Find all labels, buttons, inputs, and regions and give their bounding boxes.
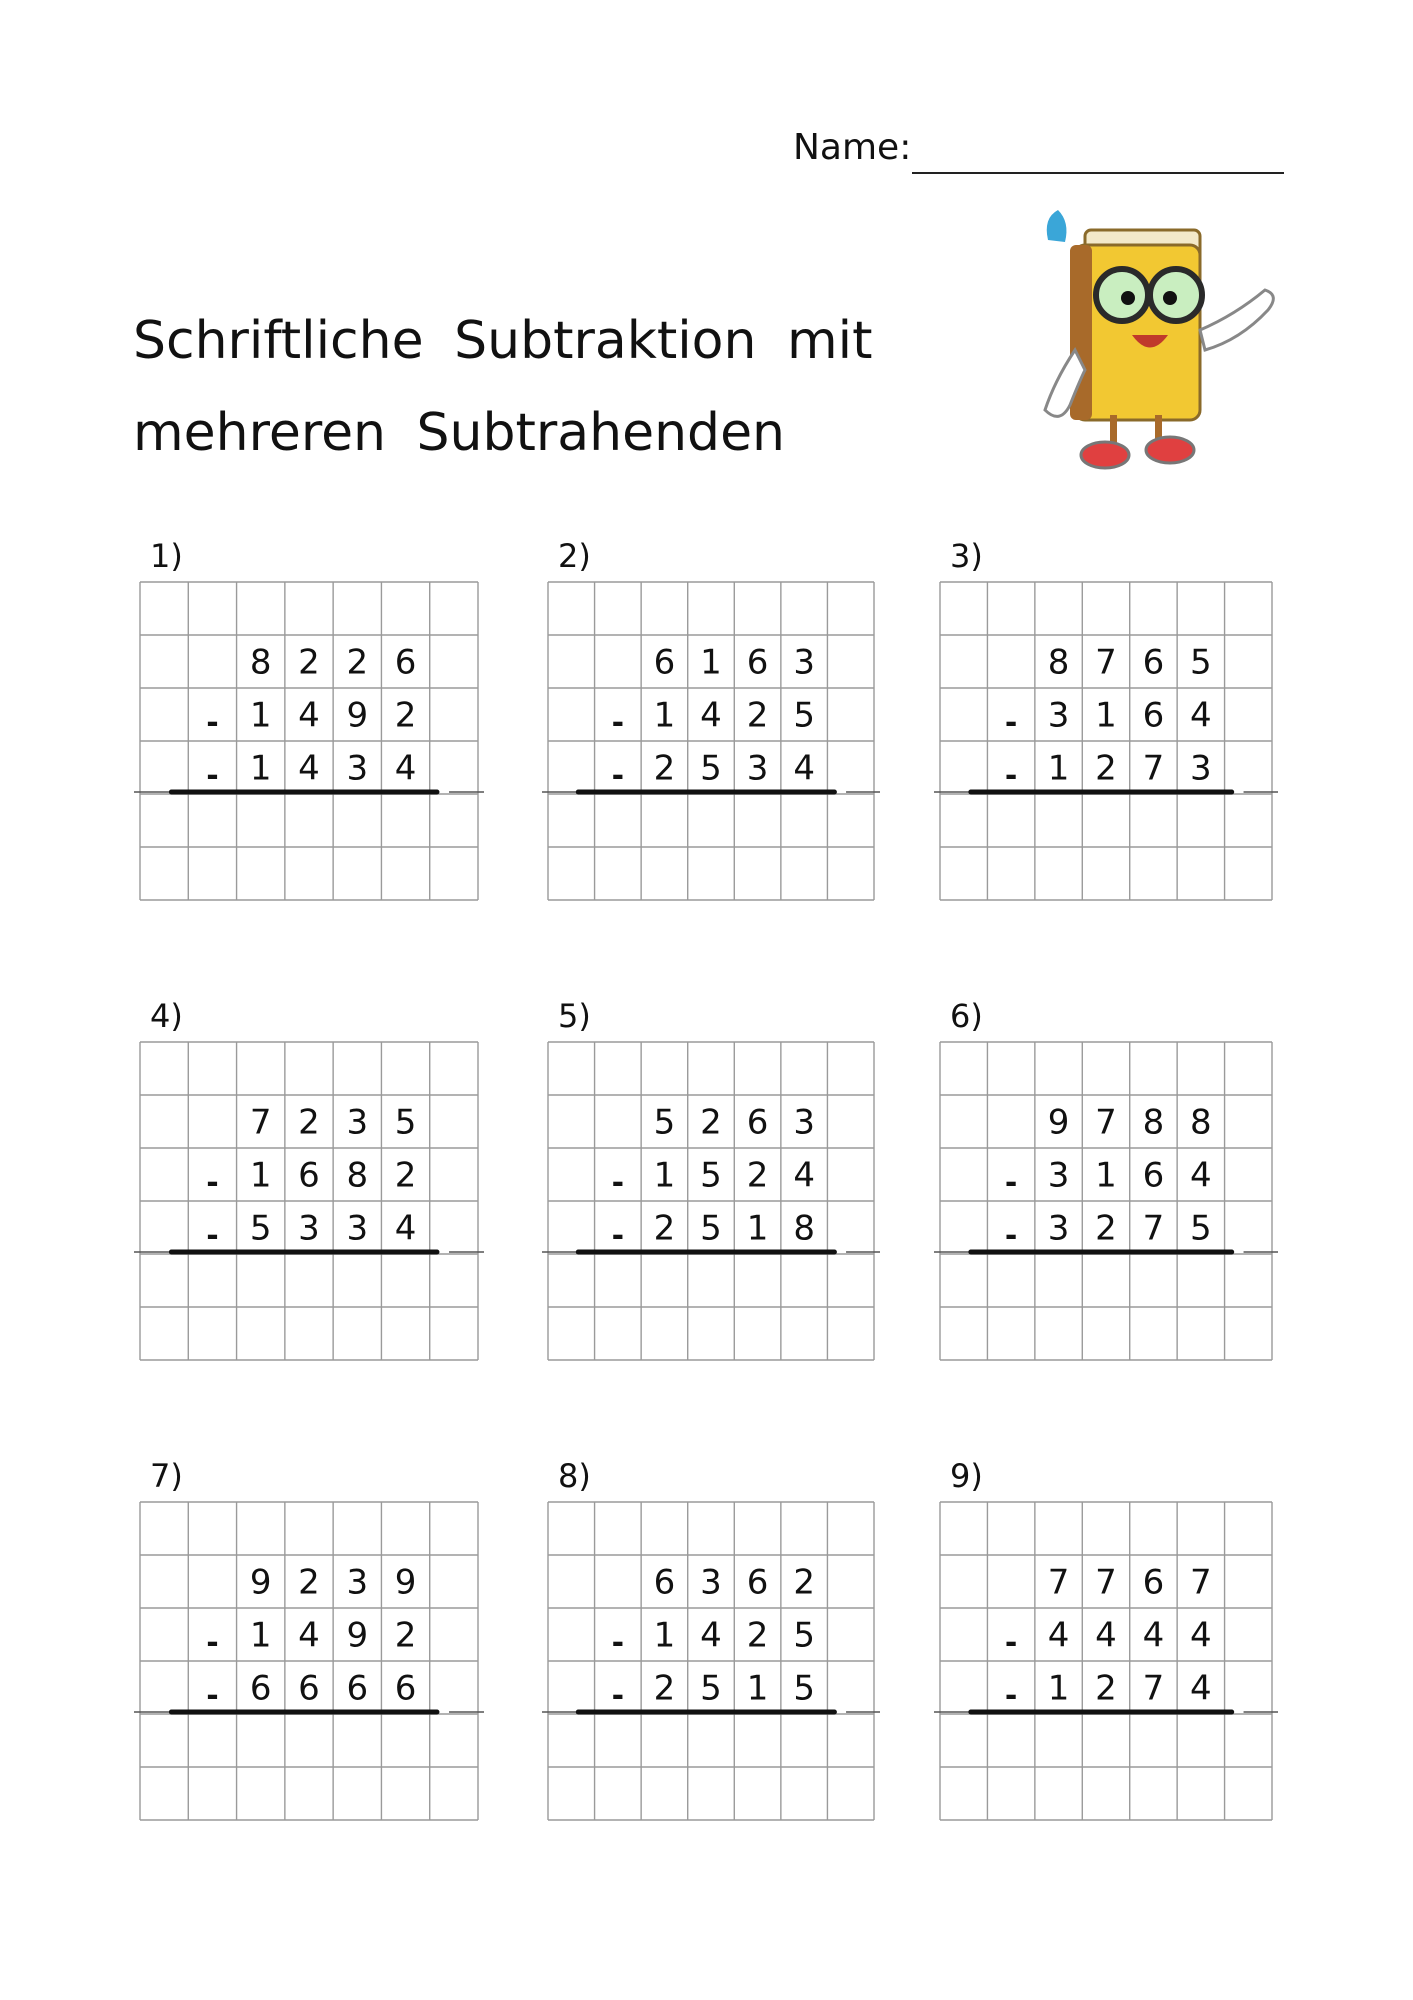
digit: 4	[700, 1615, 722, 1656]
digit: 2	[1095, 748, 1117, 789]
digit: 5	[1190, 1208, 1212, 1249]
problem-number: 4)	[150, 997, 183, 1035]
problem-3	[940, 537, 1270, 900]
minus-sign: -	[1004, 1165, 1018, 1201]
digit: 6	[1142, 695, 1165, 736]
digit: 1	[746, 1668, 769, 1709]
minus-sign: -	[206, 758, 219, 794]
digit: 1	[249, 695, 272, 736]
digit: 6	[653, 642, 676, 683]
squared-grid[interactable]	[140, 582, 478, 900]
digit: 7	[1142, 1668, 1165, 1709]
digit: 4	[394, 1208, 417, 1249]
digit: 5	[700, 1668, 722, 1709]
minus-sign: -	[1004, 1218, 1018, 1254]
digit: 9	[346, 695, 369, 736]
digit: 5	[700, 1208, 722, 1249]
digit: 1	[249, 1155, 272, 1196]
digit: 3	[700, 1562, 722, 1603]
squared-grid[interactable]	[548, 1502, 874, 1820]
digit: 3	[1190, 748, 1212, 789]
name-line[interactable]	[912, 172, 1284, 174]
problem-number: 7)	[150, 1457, 183, 1495]
digit: 2	[298, 1102, 320, 1143]
digit: 3	[1047, 1208, 1070, 1249]
digit: 5	[653, 1102, 676, 1143]
digit: 6	[1142, 1155, 1165, 1196]
digit: 2	[746, 1615, 769, 1656]
minus-sign: -	[1004, 758, 1018, 794]
problem-number: 5)	[558, 997, 591, 1035]
digit: 2	[1095, 1208, 1117, 1249]
digit: 3	[1047, 1155, 1070, 1196]
digit: 5	[1190, 642, 1212, 683]
digit: 4	[298, 1615, 320, 1656]
digit: 2	[793, 1562, 815, 1603]
digit: 3	[346, 1562, 369, 1603]
title-line-2: mehreren Subtrahenden	[133, 403, 786, 463]
minus-sign: -	[206, 1218, 219, 1254]
digit: 2	[653, 1668, 676, 1709]
digit: 6	[394, 1668, 417, 1709]
problem-number: 2)	[558, 537, 591, 575]
squared-grid[interactable]	[140, 1502, 478, 1820]
minus-sign: -	[206, 705, 219, 741]
digit: 3	[793, 1102, 815, 1143]
problem-9	[940, 1457, 1270, 1820]
digit: 9	[1047, 1102, 1070, 1143]
digit: 2	[1095, 1668, 1117, 1709]
digit: 5	[793, 1668, 815, 1709]
digit: 2	[746, 695, 769, 736]
digit: 7	[1095, 642, 1117, 683]
digit: 1	[1047, 748, 1070, 789]
digit: 3	[346, 1102, 369, 1143]
digit: 2	[653, 1208, 676, 1249]
minus-sign: -	[611, 1625, 625, 1661]
digit: 1	[249, 1615, 272, 1656]
digit: 5	[249, 1208, 272, 1249]
problem-6	[940, 997, 1270, 1360]
digit: 4	[1190, 1615, 1212, 1656]
book-mascot-icon	[1040, 210, 1290, 470]
digit: 1	[249, 748, 272, 789]
digit: 2	[298, 1562, 320, 1603]
digit: 3	[346, 1208, 369, 1249]
digit: 1	[653, 1615, 676, 1656]
digit: 2	[394, 695, 417, 736]
digit: 1	[1095, 695, 1117, 736]
digit: 4	[1190, 1155, 1212, 1196]
digit: 6	[249, 1668, 272, 1709]
worksheet-title	[133, 295, 872, 479]
minus-sign: -	[206, 1625, 219, 1661]
digit: 9	[346, 1615, 369, 1656]
minus-sign: -	[611, 758, 625, 794]
digit: 2	[346, 642, 369, 683]
digit: 5	[394, 1102, 417, 1143]
digit: 2	[700, 1102, 722, 1143]
problem-number: 6)	[950, 997, 983, 1035]
digit: 4	[1190, 695, 1212, 736]
problem-number: 3)	[950, 537, 983, 575]
minus-sign: -	[1004, 1625, 1018, 1661]
digit: 1	[653, 695, 676, 736]
digit: 5	[700, 1155, 722, 1196]
digit: 6	[346, 1668, 369, 1709]
problem-number: 9)	[950, 1457, 983, 1495]
squared-grid[interactable]	[940, 1042, 1272, 1360]
digit: 6	[653, 1562, 676, 1603]
digit: 2	[746, 1155, 769, 1196]
minus-sign: -	[1004, 1678, 1018, 1714]
title-line-1: Schriftliche Subtraktion mit	[133, 311, 873, 371]
digit: 2	[298, 642, 320, 683]
minus-sign: -	[611, 1218, 625, 1254]
digit: 6	[746, 1562, 769, 1603]
squared-grid[interactable]	[940, 582, 1272, 900]
minus-sign: -	[206, 1165, 219, 1201]
digit: 8	[1142, 1102, 1165, 1143]
squared-grid[interactable]	[940, 1502, 1272, 1820]
name-label: Name:	[793, 127, 912, 168]
digit: 2	[394, 1155, 417, 1196]
digit: 6	[298, 1668, 320, 1709]
digit: 6	[746, 642, 769, 683]
squared-grid[interactable]	[548, 1042, 874, 1360]
digit: 6	[1142, 642, 1165, 683]
digit: 7	[1142, 1208, 1165, 1249]
digit: 4	[1047, 1615, 1070, 1656]
digit: 4	[298, 695, 320, 736]
digit: 8	[346, 1155, 369, 1196]
digit: 4	[1190, 1668, 1212, 1709]
digit: 5	[700, 748, 722, 789]
problem-5	[548, 997, 878, 1360]
digit: 5	[793, 1615, 815, 1656]
digit: 6	[298, 1155, 320, 1196]
digit: 1	[700, 642, 722, 683]
digit: 9	[394, 1562, 417, 1603]
digit: 2	[653, 748, 676, 789]
digit: 4	[793, 1155, 815, 1196]
digit: 9	[249, 1562, 272, 1603]
squared-grid[interactable]	[548, 582, 874, 900]
digit: 3	[298, 1208, 320, 1249]
digit: 7	[1142, 748, 1165, 789]
digit: 7	[1095, 1102, 1117, 1143]
digit: 1	[1047, 1668, 1070, 1709]
digit: 5	[793, 695, 815, 736]
digit: 1	[1095, 1155, 1117, 1196]
digit: 7	[249, 1102, 272, 1143]
problem-number: 1)	[150, 537, 183, 575]
digit: 7	[1095, 1562, 1117, 1603]
digit: 4	[1142, 1615, 1165, 1656]
digit: 6	[746, 1102, 769, 1143]
digit: 3	[746, 748, 769, 789]
digit: 6	[1142, 1562, 1165, 1603]
digit: 4	[394, 748, 417, 789]
digit: 3	[793, 642, 815, 683]
digit: 8	[1047, 642, 1070, 683]
minus-sign: -	[1004, 705, 1018, 741]
squared-grid[interactable]	[140, 1042, 478, 1360]
digit: 4	[1095, 1615, 1117, 1656]
digit: 6	[394, 642, 417, 683]
digit: 2	[394, 1615, 417, 1656]
digit: 7	[1190, 1562, 1212, 1603]
digit: 4	[700, 695, 722, 736]
problem-8	[548, 1457, 878, 1820]
digit: 7	[1047, 1562, 1070, 1603]
problem-1	[140, 537, 470, 900]
digit: 3	[346, 748, 369, 789]
minus-sign: -	[611, 705, 625, 741]
digit: 3	[1047, 695, 1070, 736]
problem-7	[140, 1457, 470, 1820]
digit: 1	[746, 1208, 769, 1249]
digit: 4	[298, 748, 320, 789]
digit: 8	[1190, 1102, 1212, 1143]
minus-sign: -	[611, 1678, 625, 1714]
digit: 4	[793, 748, 815, 789]
digit: 8	[249, 642, 272, 683]
problem-2	[548, 537, 878, 900]
problem-number: 8)	[558, 1457, 591, 1495]
minus-sign: -	[206, 1678, 219, 1714]
minus-sign: -	[611, 1165, 625, 1201]
digit: 8	[793, 1208, 815, 1249]
problem-4	[140, 997, 470, 1360]
digit: 1	[653, 1155, 676, 1196]
